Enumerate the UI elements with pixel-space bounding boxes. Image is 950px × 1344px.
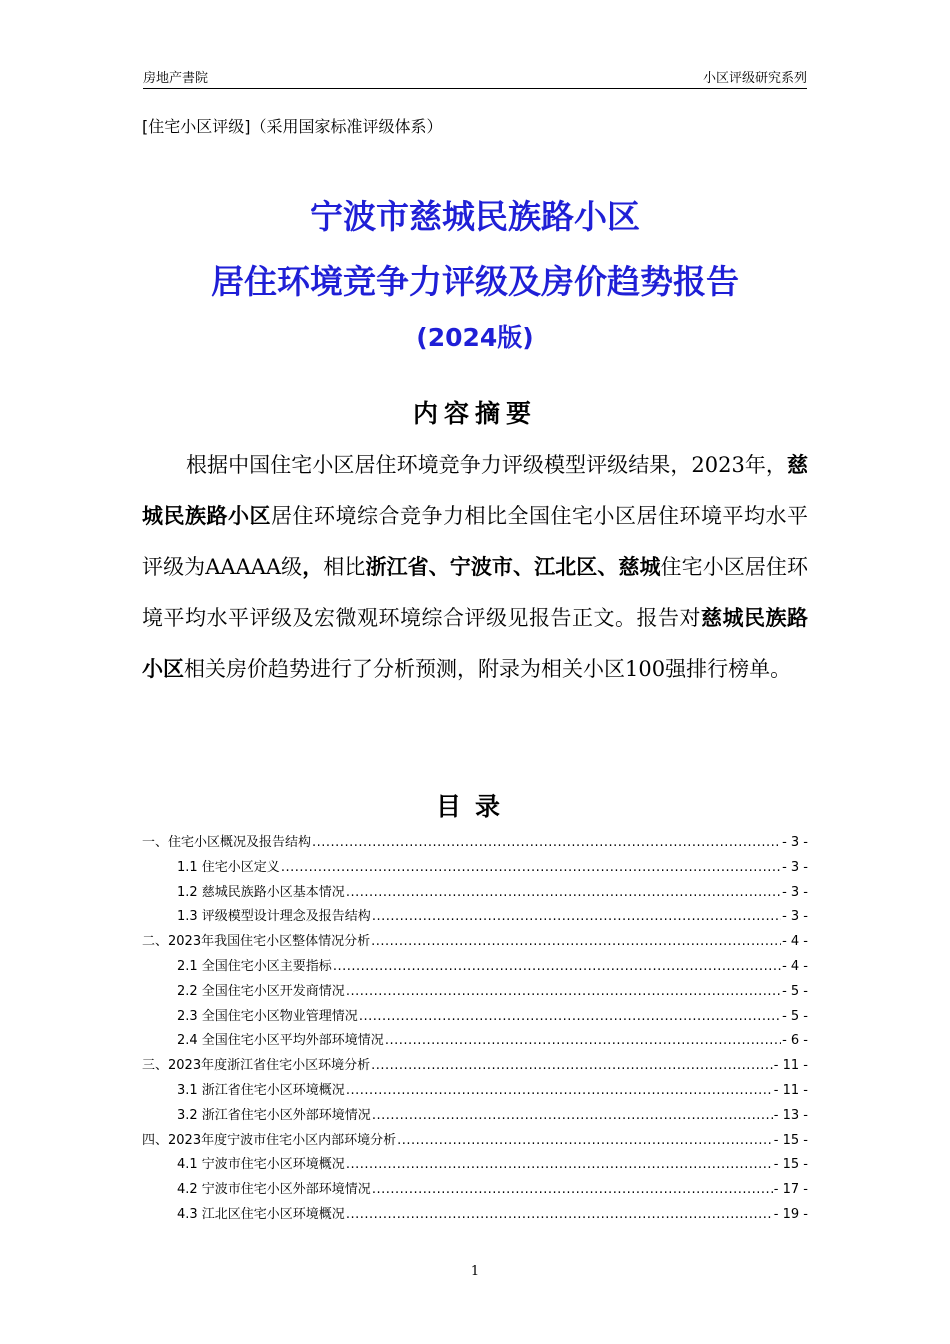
abstract-emphasis: ， [302, 555, 324, 579]
toc-entry-page: - 3 - [782, 859, 808, 875]
toc-dot-leader [346, 1157, 773, 1172]
toc-dot-leader [397, 1133, 773, 1148]
toc-dot-leader [371, 1058, 773, 1073]
abstract-text: 相关房价趋势进行了分析预测，附录为相关小区100强排行榜单。 [184, 657, 792, 681]
toc-entry-label: 3.1 浙江省住宅小区环境概况 [177, 1082, 345, 1098]
header-series: 小区评级研究系列 [702, 71, 807, 86]
toc-entry-label: 4.1 宁波市住宅小区环境概况 [177, 1157, 345, 1173]
toc-entry[interactable] [142, 1129, 808, 1154]
toc-entry-page: - 15 - [773, 1132, 808, 1148]
abstract-text: 根据中国住宅小区居住环境竞争力评级模型评级结果，2023年， [186, 453, 787, 477]
abstract-emphasis: 慈城民族路小区 [142, 606, 808, 681]
toc-entry-label: 3.2 浙江省住宅小区外部环境情况 [177, 1107, 371, 1123]
toc-dot-leader [385, 1033, 781, 1048]
toc-dot-leader [346, 984, 781, 999]
toc-dot-leader [281, 860, 781, 875]
toc-dot-leader [346, 1207, 773, 1222]
toc-entry-label: 一、住宅小区概况及报告结构 [142, 835, 312, 850]
toc-entry-label: 二、2023年我国住宅小区整体情况分析 [142, 934, 371, 950]
toc-entry-page: - 6 - [782, 1033, 808, 1049]
toc-entry-label: 2.3 全国住宅小区物业管理情况 [177, 1008, 358, 1024]
toc-entry-page: - 17 - [773, 1182, 808, 1198]
toc-entry[interactable] [142, 1005, 808, 1030]
toc-entry-label: 四、2023年度宁波市住宅小区内部环境分析 [142, 1132, 397, 1148]
toc-entry-page: - 5 - [782, 1008, 808, 1024]
report-title-line2: 居住环境竞争力评级及房价趋势报告 [211, 262, 739, 301]
toc-entry-label: 2.1 全国住宅小区主要指标 [177, 958, 332, 974]
toc-entry[interactable] [142, 1178, 808, 1203]
report-tagline: [住宅小区评级]（采用国家标准评级体系） [142, 117, 443, 136]
toc-entry[interactable] [142, 905, 808, 930]
toc-entry[interactable] [142, 1104, 808, 1129]
toc-entry-label: 2.4 全国住宅小区平均外部环境情况 [177, 1033, 384, 1049]
toc-entry[interactable] [142, 1203, 808, 1228]
toc-dot-leader [312, 835, 781, 850]
toc-entry-label: 4.2 宁波市住宅小区外部环境情况 [177, 1182, 371, 1198]
toc-entry-label: 4.3 江北区住宅小区环境概况 [177, 1206, 345, 1222]
toc-entry[interactable] [142, 1079, 808, 1104]
toc-entry-page: - 11 - [773, 1058, 808, 1074]
toc-entry-label: 1.1 住宅小区定义 [177, 859, 280, 875]
abstract-body [142, 440, 808, 695]
table-of-contents [142, 831, 808, 1228]
toc-dot-leader [346, 1083, 773, 1098]
toc-dot-leader [371, 934, 781, 949]
toc-dot-leader [372, 909, 781, 924]
toc-heading: 目录 [435, 792, 514, 821]
toc-entry[interactable] [142, 1153, 808, 1178]
toc-entry[interactable] [142, 831, 808, 856]
toc-dot-leader [333, 959, 781, 974]
toc-entry-label: 1.2 慈城民族路小区基本情况 [177, 884, 345, 900]
toc-entry-label: 2.2 全国住宅小区开发商情况 [177, 983, 345, 999]
toc-entry-label: 三、2023年度浙江省住宅小区环境分析 [142, 1058, 371, 1074]
toc-entry-page: - 5 - [782, 983, 808, 999]
page-header [143, 66, 807, 89]
abstract-emphasis: 慈城民族路小区 [142, 453, 808, 528]
abstract-emphasis: 浙江省、宁波市、江北区、慈城 [365, 555, 661, 579]
toc-entry[interactable] [142, 930, 808, 955]
toc-entry-page: - 11 - [773, 1082, 808, 1098]
toc-entry[interactable] [142, 1029, 808, 1054]
toc-entry-page: - 3 - [782, 909, 808, 925]
abstract-text: 住宅小区居住环境平均水平评级及宏微观环境综合评级见报告正文。报告对 [142, 555, 809, 630]
toc-entry[interactable] [142, 955, 808, 980]
toc-entry[interactable] [142, 980, 808, 1005]
abstract-text: 相比 [323, 555, 366, 579]
toc-entry-label: 1.3 评级模型设计理念及报告结构 [177, 909, 371, 925]
page-number: 1 [470, 1264, 480, 1279]
toc-dot-leader [372, 1108, 773, 1123]
toc-entry[interactable] [142, 1054, 808, 1079]
abstract-text: 居住环境综合竞争力相比全国住宅小区居住环境平均水平评级为AAAAA级 [142, 504, 808, 579]
toc-entry-page: - 3 - [782, 884, 808, 900]
toc-dot-leader [359, 1009, 781, 1024]
toc-entry-page: - 13 - [773, 1107, 808, 1123]
toc-entry-page: - 4 - [782, 934, 808, 950]
toc-entry-page: - 3 - [782, 835, 808, 850]
header-publisher: 房地产書院 [143, 71, 209, 86]
report-edition: (2024版) [416, 323, 534, 352]
toc-entry-page: - 15 - [773, 1157, 808, 1173]
toc-entry[interactable] [142, 856, 808, 881]
toc-entry-page: - 19 - [773, 1206, 808, 1222]
report-title-line1: 宁波市慈城民族路小区 [310, 197, 640, 236]
toc-dot-leader [346, 885, 781, 900]
abstract-heading: 内容摘要 [412, 399, 537, 428]
toc-entry-page: - 4 - [782, 958, 808, 974]
abstract-paragraph [142, 440, 808, 695]
toc-dot-leader [372, 1182, 773, 1197]
toc-entry[interactable] [142, 881, 808, 906]
